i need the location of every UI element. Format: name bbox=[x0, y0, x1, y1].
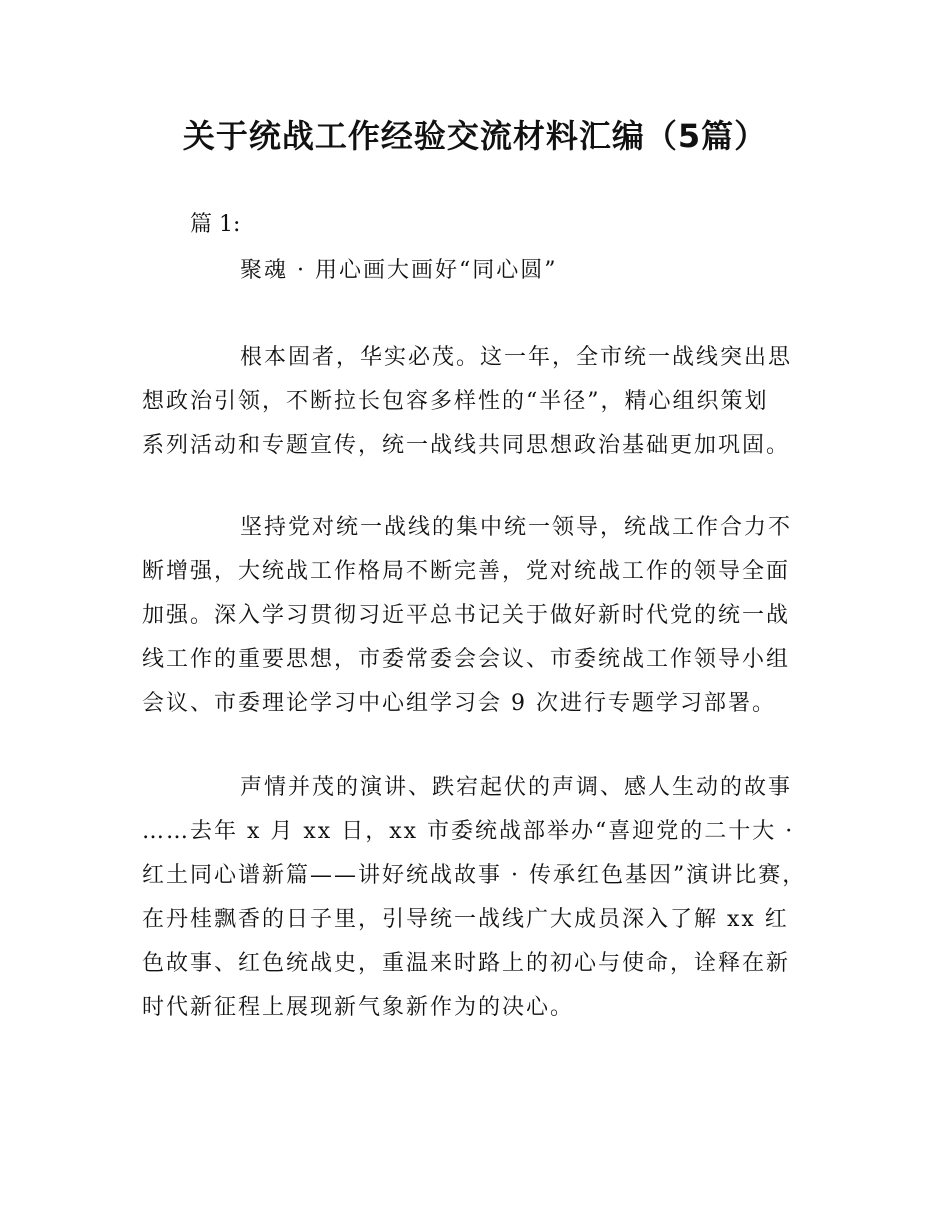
paragraph-line: 在丹桂飘香的日子里，引导统一战线广大成员深入了解 xx 红 bbox=[142, 907, 789, 932]
document-title: 关于统战工作经验交流材料汇编（5篇） bbox=[182, 117, 768, 155]
paragraph-line: 加强。深入学习贯彻习近平总书记关于做好新时代党的统一战 bbox=[142, 603, 791, 628]
paragraph-line: ……去年 x 月 xx 日，xx 市委统战部举办“喜迎党的二十大 · bbox=[142, 819, 795, 844]
paragraph-line: 断增强，大统战工作格局不断完善，党对统战工作的领导全面 bbox=[142, 559, 791, 584]
paragraph-line: 色故事、红色统战史，重温来时路上的初心与使命，诠释在新 bbox=[142, 951, 791, 976]
paragraph-1 bbox=[142, 336, 822, 468]
paragraph-line: 声情并茂的演讲、跌宕起伏的声调、感人生动的故事 bbox=[240, 775, 793, 800]
paragraph-line: 会议、市委理论学习中心组学习会 9 次进行专题学习部署。 bbox=[142, 691, 776, 716]
paragraph-line: 根本固者，华实必茂。这一年，全市统一战线突出思 bbox=[240, 345, 793, 370]
paragraph-line: 线工作的重要思想，市委常委会会议、市委统战工作领导小组 bbox=[142, 647, 791, 672]
paragraph-line: 想政治引领，不断拉长包容多样性的“半径”，精心组织策划 bbox=[142, 389, 769, 414]
paragraph-2 bbox=[142, 506, 822, 726]
paragraph-line: 时代新征程上展现新气象新作为的决心。 bbox=[142, 995, 575, 1020]
section-subtitle: 聚魂 · 用心画大画好“同心圆” bbox=[240, 258, 558, 283]
section-label: 篇 1: bbox=[190, 212, 241, 237]
paragraph-line: 坚持党对统一战线的集中统一领导，统战工作合力不 bbox=[240, 515, 793, 540]
paragraph-line: 系列活动和专题宣传，统一战线共同思想政治基础更加巩固。 bbox=[142, 433, 791, 458]
paragraph-3 bbox=[142, 766, 822, 1030]
paragraph-line: 红土同心谱新篇——讲好统战故事 · 传承红色基因”演讲比赛， bbox=[142, 863, 807, 888]
